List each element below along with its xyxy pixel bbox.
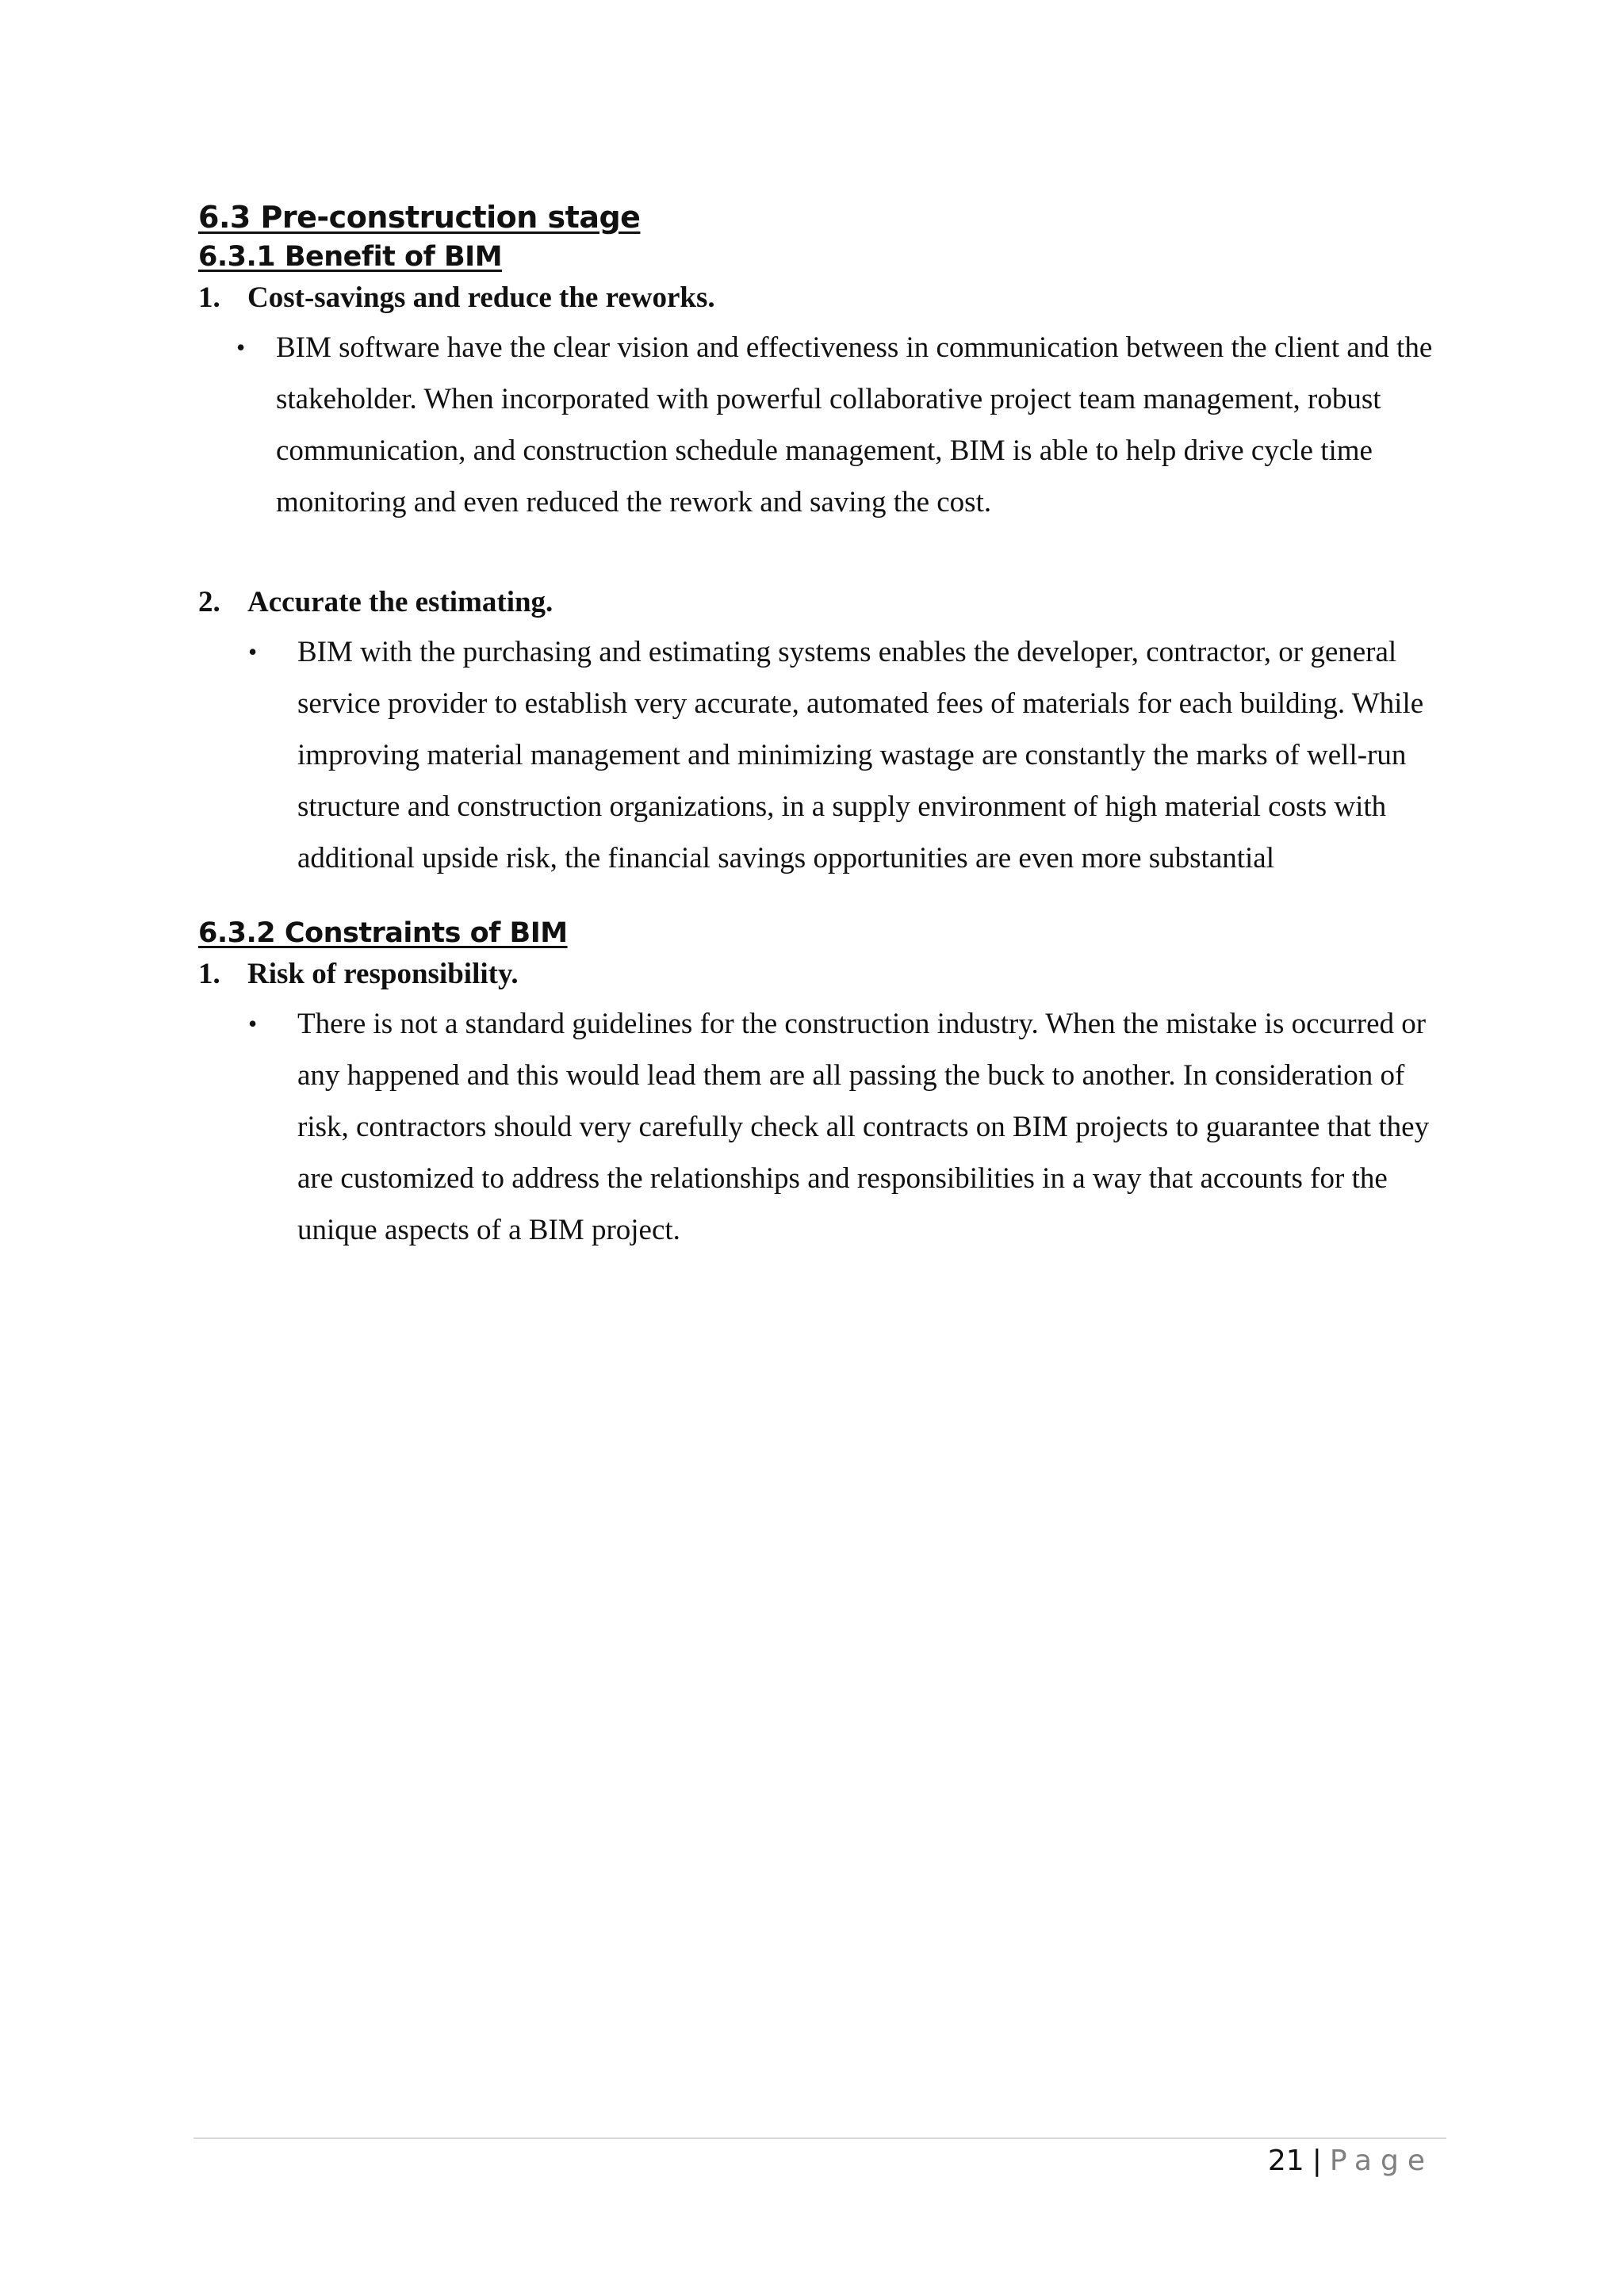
bullet-text: BIM with the purchasing and estimating systems enables the developer, contractor, or general service provider to establish very accurate, automated fees of materials for each building. While improving material management and minimizing wastage are constantly the marks of well-run structure and construction organizations, in a supply environment of high material costs with additional upside risk, the financial savings opportunities are even more substantial xyxy=(297,636,1424,874)
footer-divider xyxy=(193,2137,1446,2139)
item-heading: Accurate the estimating. xyxy=(247,586,553,618)
bullet-text: There is not a standard guidelines for the construction industry. When the mistake is occurred or any happened and this would lead them are all passing the buck to another. In consideration of risk, contractors should very carefully check all contracts on BIM projects to guarantee that they are customized to address the relationships and responsibilities in a way that accounts for the unique aspects of a BIM project. xyxy=(297,1008,1430,1246)
section-title: 6.3 Pre-construction stage xyxy=(198,200,641,235)
page-label: Page xyxy=(1329,2145,1434,2177)
constraint-item-1-bullet xyxy=(198,998,1451,1256)
item-heading: Cost-savings and reduce the reworks. xyxy=(247,281,715,314)
bullet-icon: • xyxy=(236,333,246,362)
subsection-title-benefit: 6.3.1 Benefit of BIM xyxy=(198,241,503,273)
page-content xyxy=(198,197,1451,1256)
footer-separator: | xyxy=(1312,2145,1322,2177)
item-number: 2. xyxy=(198,586,220,618)
bullet-text: BIM software have the clear vision and effectiveness in communication between the client and the stakeholder. When incorporated with powerful collaborative project team management, robust communication, and construction schedule management, BIM is able to help drive cycle time monitoring and even reduced the rework and saving the cost. xyxy=(276,331,1433,519)
page-number: 21 xyxy=(1267,2145,1304,2177)
item-number: 1. xyxy=(198,958,220,990)
page-footer xyxy=(1268,2141,1434,2182)
bullet-icon: • xyxy=(248,1009,258,1038)
constraint-item-1-heading xyxy=(198,952,1451,997)
item-number: 1. xyxy=(198,281,220,314)
benefit-item-2-heading xyxy=(198,580,1451,625)
subsection-title-constraints: 6.3.2 Constraints of BIM xyxy=(198,917,568,949)
benefit-item-1-heading xyxy=(198,276,1451,320)
benefit-item-2-bullet xyxy=(198,626,1451,884)
item-heading: Risk of responsibility. xyxy=(247,958,519,990)
bullet-icon: • xyxy=(248,637,258,666)
benefit-item-1-bullet xyxy=(198,322,1451,528)
